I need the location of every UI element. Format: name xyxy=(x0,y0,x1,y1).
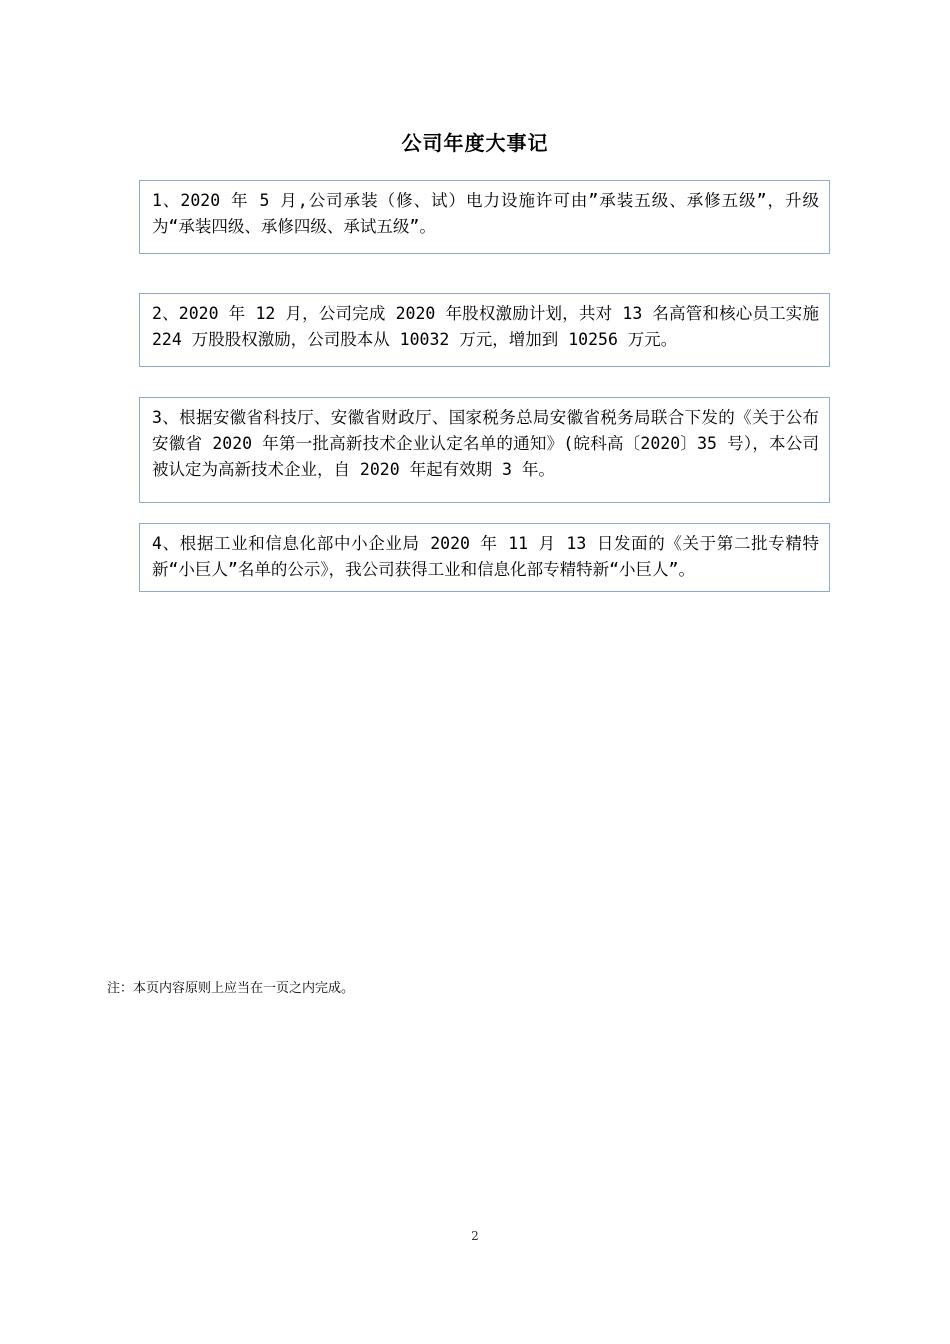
event-item-2: 2、2020 年 12 月，公司完成 2020 年股权激励计划，共对 13 名高管和核心员工实施 224 万股股权激励，公司股本从 10032 万元，增加到 10256 万元。 xyxy=(139,293,830,367)
event-item-4: 4、根据工业和信息化部中小企业局 2020 年 11 月 13 日发面的《关于第二批专精特新“小巨人”名单的公示》，我公司获得工业和信息化部专精特新“小巨人”。 xyxy=(139,523,830,592)
event-item-1: 1、2020 年 5 月,公司承装（修、试）电力设施许可由”承装五级、承修五级”，升级为“承装四级、承修四级、承试五级”。 xyxy=(139,180,830,254)
footnote: 注：本页内容原则上应当在一页之内完成。 xyxy=(107,981,355,996)
page-title: 公司年度大事记 xyxy=(401,131,549,155)
page-number: 2 xyxy=(471,1229,479,1243)
event-item-3: 3、根据安徽省科技厅、安徽省财政厅、国家税务总局安徽省税务局联合下发的《关于公布安徽省 2020 年第一批高新技术企业认定名单的通知》(皖科高〔2020〕35 号），本公司被认定为高新技术企业，自 2020 年起有效期 3 年。 xyxy=(139,397,830,503)
